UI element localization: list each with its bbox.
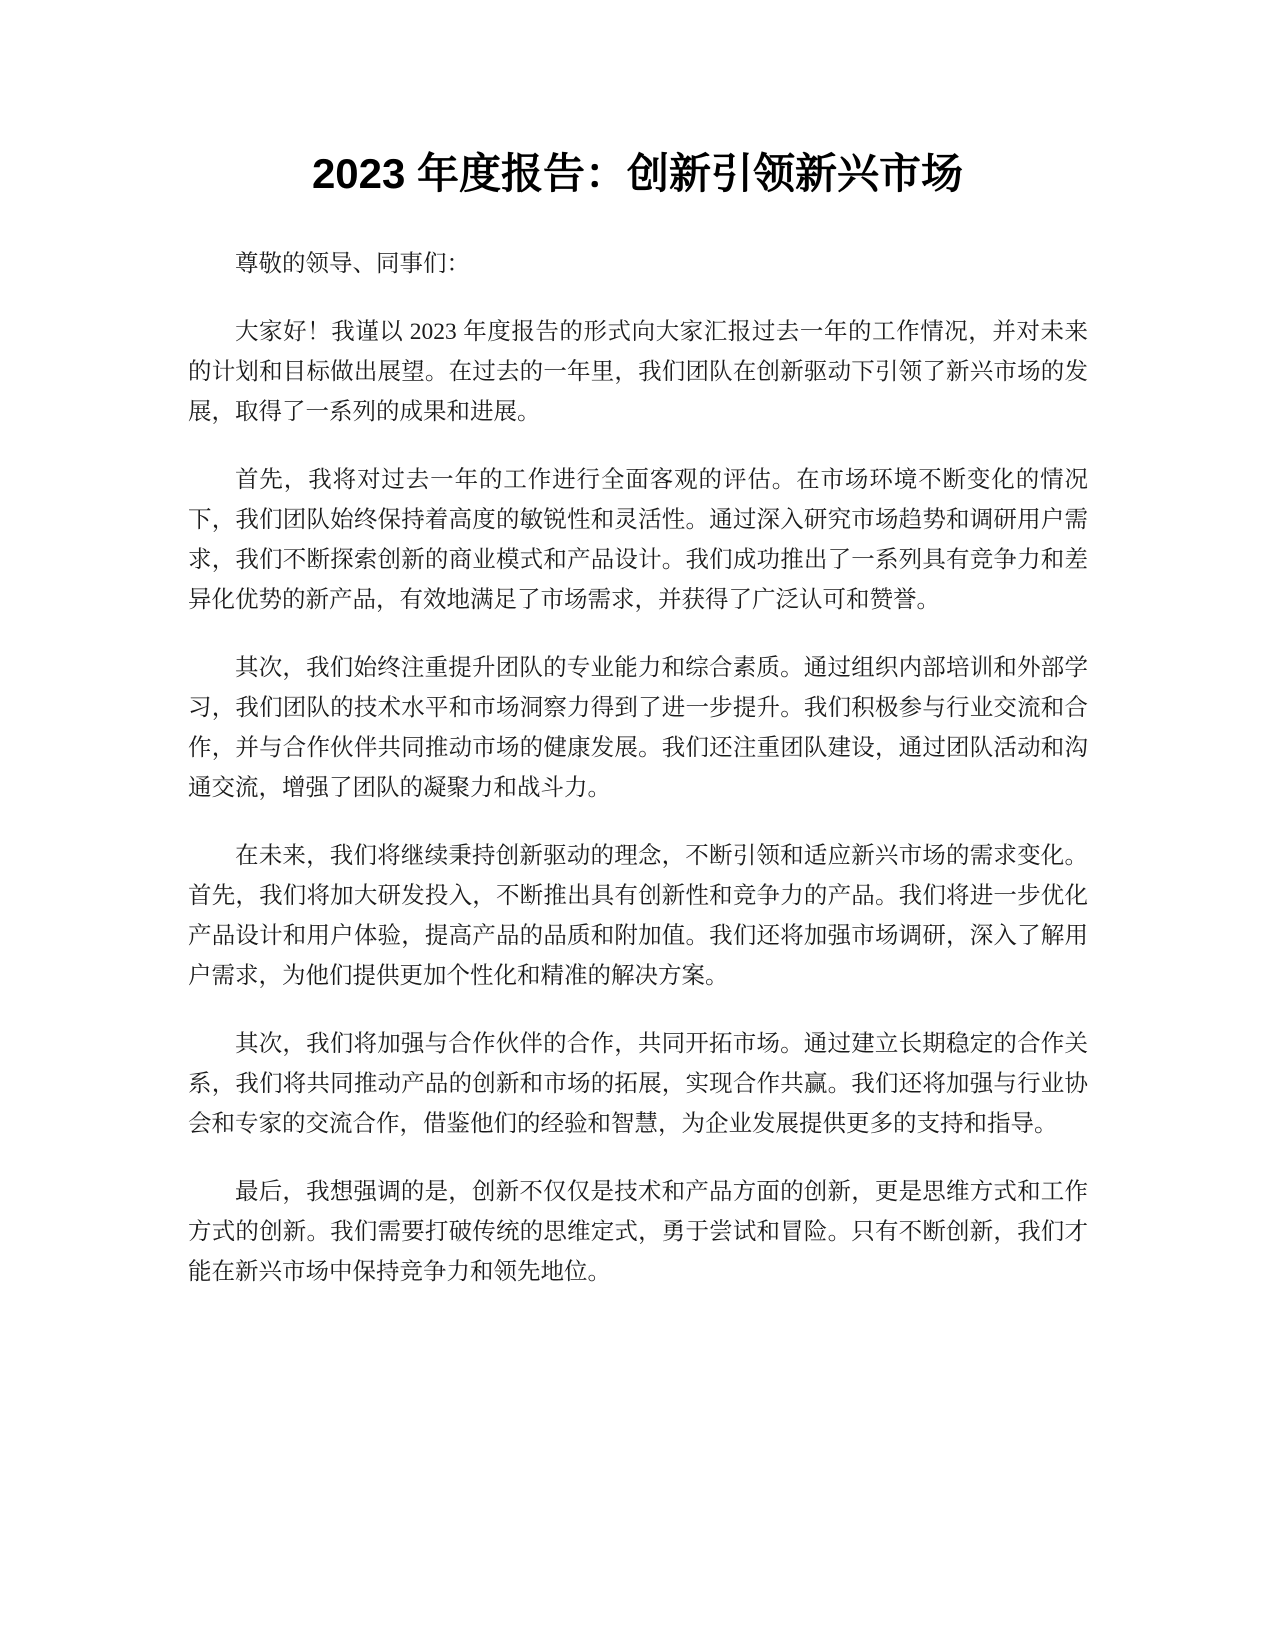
- paragraph-3: 其次，我们始终注重提升团队的专业能力和综合素质。通过组织内部培训和外部学习，我们团队的技术水平和市场洞察力得到了进一步提升。我们积极参与行业交流和合作，并与合作伙伴共同推动市场的健康发展。我们还注重团队建设，通过团队活动和沟通交流，增强了团队的凝聚力和战斗力。: [188, 655, 1088, 801]
- paragraph-2: 首先，我将对过去一年的工作进行全面客观的评估。在市场环境不断变化的情况下，我们团队始终保持着高度的敏锐性和灵活性。通过深入研究市场趋势和调研用户需求，我们不断探索创新的商业模式和产品设计。我们成功推出了一系列具有竞争力和差异化优势的新产品，有效地满足了市场需求，并获得了广泛认可和赞誉。: [188, 467, 1088, 613]
- salutation: 尊敬的领导、同事们：: [235, 251, 470, 277]
- document-body: [188, 244, 1088, 1320]
- paragraph-6: 最后，我想强调的是，创新不仅仅是技术和产品方面的创新，更是思维方式和工作方式的创新。我们需要打破传统的思维定式，勇于尝试和冒险。只有不断创新，我们才能在新兴市场中保持竞争力和领先地位。: [188, 1179, 1088, 1285]
- document-title: 2023 年度报告：创新引领新兴市场: [311, 150, 964, 197]
- paragraph-1: 大家好！我谨以 2023 年度报告的形式向大家汇报过去一年的工作情况，并对未来的计划和目标做出展望。在过去的一年里，我们团队在创新驱动下引领了新兴市场的发展，取得了一系列的成果和进展。: [188, 319, 1088, 425]
- paragraph-5: 其次，我们将加强与合作伙伴的合作，共同开拓市场。通过建立长期稳定的合作关系，我们将共同推动产品的创新和市场的拓展，实现合作共赢。我们还将加强与行业协会和专家的交流合作，借鉴他们的经验和智慧，为企业发展提供更多的支持和指导。: [188, 1031, 1088, 1137]
- paragraph-4: 在未来，我们将继续秉持创新驱动的理念，不断引领和适应新兴市场的需求变化。首先，我们将加大研发投入，不断推出具有创新性和竞争力的产品。我们将进一步优化产品设计和用户体验，提高产品的品质和附加值。我们还将加强市场调研，深入了解用户需求，为他们提供更加个性化和精准的解决方案。: [188, 843, 1088, 989]
